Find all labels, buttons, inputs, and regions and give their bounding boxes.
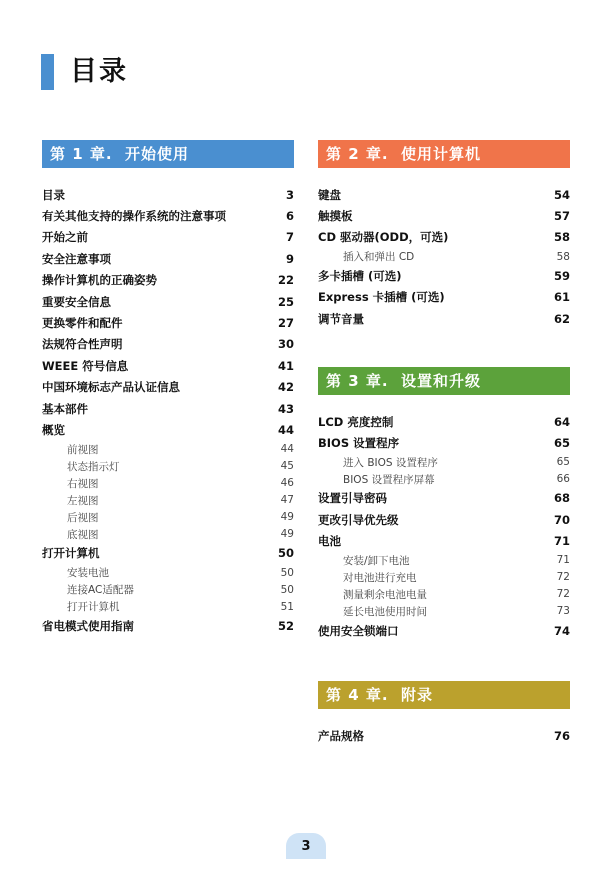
toc-entry-page: 42 [277,380,294,395]
toc-entry-title: 更改引导优先级 [318,512,399,527]
toc-entry[interactable] [42,355,294,376]
chapter-1 [42,140,294,636]
toc-entry-page: 61 [553,290,570,305]
chapter-1-header[interactable]: 第 1 章. 开始使用 [42,140,294,168]
toc-entry-title: 省电模式使用指南 [42,618,134,633]
toc-entry[interactable] [42,398,294,419]
toc-subentry[interactable] [318,603,570,620]
chapter-3-header[interactable]: 第 3 章. 设置和升级 [318,367,570,395]
chapter-4-toc [318,725,570,746]
toc-entry-page: 52 [277,618,294,633]
toc-subentry-title: 打开计算机 [67,601,120,614]
toc-entry-title: BIOS 设置程序 [318,436,400,451]
toc-entry[interactable] [318,411,570,432]
toc-entry-title: 法规符合性声明 [42,337,123,352]
toc-subentry[interactable] [42,492,294,509]
toc-subentry[interactable] [42,564,294,581]
toc-entry-title: 中国环境标志产品认证信息 [42,380,180,395]
toc-entry[interactable] [318,287,570,308]
toc-entry[interactable] [318,205,570,226]
toc-entry-title: WEEE 符号信息 [42,358,129,373]
toc-entry-page: 30 [277,337,294,352]
toc-subentry-title: 左视图 [67,494,99,507]
toc-entry-page: 62 [553,311,570,326]
toc-entry-page: 6 [285,209,294,224]
toc-entry-title: 电池 [318,534,341,549]
toc-subentry[interactable] [42,458,294,475]
toc-entry-title: 调节音量 [318,311,364,326]
toc-subentry-title: 安装/卸下电池 [343,554,410,567]
toc-subentry-title: 安装电池 [67,567,109,580]
toc-subentry[interactable] [318,471,570,488]
title-accent-bar [41,54,54,90]
toc-entry-page: 70 [553,512,570,527]
toc-entry[interactable] [318,227,570,248]
toc-subentry-page: 47 [280,494,294,507]
toc-entry-title: Express 卡插槽 (可选) [318,290,445,305]
toc-subentry-title: 右视图 [67,477,99,490]
toc-entry-title: 目录 [42,187,65,202]
toc-subentry[interactable] [42,441,294,458]
toc-entry-page: 59 [553,268,570,283]
toc-subentry-title: 测量剩余电池电量 [343,588,427,601]
toc-entry-title: 概览 [42,422,65,437]
toc-entry[interactable] [42,184,294,205]
toc-entry-page: 44 [277,422,294,437]
toc-entry[interactable] [318,432,570,453]
toc-entry-title: LCD 亮度控制 [318,414,394,429]
toc-subentry-title: 进入 BIOS 设置程序 [343,456,438,469]
toc-entry[interactable] [42,227,294,248]
toc-subentry-page: 51 [280,600,294,613]
chapter-4-header[interactable]: 第 4 章. 附录 [318,681,570,709]
page-number-badge: 3 [286,833,326,859]
chapter-2-header[interactable]: 第 2 章. 使用计算机 [318,140,570,168]
toc-entry-title: 更换零件和配件 [42,316,123,331]
toc-subentry-title: 前视图 [67,443,99,456]
toc-entry[interactable] [42,270,294,291]
chapter-3-toc [318,411,570,641]
toc-subentry[interactable] [42,581,294,598]
toc-entry[interactable] [318,509,570,530]
toc-entry[interactable] [42,543,294,564]
toc-entry-title: 键盘 [318,187,341,202]
toc-subentry-page: 46 [280,477,294,490]
page-title: 目录 [70,56,128,87]
toc-subentry[interactable] [318,552,570,569]
toc-subentry-page: 66 [556,473,570,486]
toc-entry[interactable] [42,312,294,333]
toc-subentry[interactable] [318,569,570,586]
toc-subentry-title: 连接AC适配器 [67,584,134,597]
toc-entry[interactable] [318,620,570,641]
toc-subentry-page: 50 [280,583,294,596]
toc-entry[interactable] [42,248,294,269]
toc-entry-page: 22 [277,273,294,288]
toc-entry-page: 3 [285,187,294,202]
toc-entry-page: 41 [277,358,294,373]
toc-entry-title: 重要安全信息 [42,294,111,309]
toc-entry-title: 安全注意事项 [42,251,111,266]
toc-subentry[interactable] [42,598,294,615]
toc-subentry[interactable] [318,248,570,265]
toc-entry-title: 设置引导密码 [318,491,387,506]
toc-entry-title: 打开计算机 [42,546,100,561]
toc-entry-page: 43 [277,401,294,416]
toc-entry-page: 76 [553,728,570,743]
toc-entry-title: 开始之前 [42,230,88,245]
toc-entry[interactable] [318,184,570,205]
toc-subentry-title: 后视图 [67,511,99,524]
toc-subentry-page: 65 [556,456,570,469]
toc-entry-page: 74 [553,623,570,638]
toc-entry-page: 71 [553,534,570,549]
toc-subentry-title: 插入和弹出 CD [343,251,415,264]
toc-entry[interactable] [42,615,294,636]
chapter-2-toc [318,184,570,329]
toc-subentry-page: 44 [280,443,294,456]
toc-entry-page: 50 [277,546,294,561]
toc-subentry-page: 49 [280,511,294,524]
toc-subentry[interactable] [42,475,294,492]
toc-entry-title: 多卡插槽 (可选) [318,268,402,283]
toc-entry-title: 产品规格 [318,728,364,743]
toc-subentry-page: 72 [556,588,570,601]
toc-entry[interactable] [42,334,294,355]
toc-entry-title: 操作计算机的正确姿势 [42,273,157,288]
toc-entry[interactable] [318,488,570,509]
toc-subentry-page: 72 [556,571,570,584]
toc-subentry-page: 49 [280,528,294,541]
toc-subentry-title: 对电池进行充电 [343,571,417,584]
toc-entry-page: 25 [277,294,294,309]
chapter-1-toc [42,184,294,636]
toc-entry[interactable] [42,419,294,440]
toc-subentry[interactable] [42,526,294,543]
toc-entry[interactable] [318,725,570,746]
toc-subentry-title: 底视图 [67,528,99,541]
toc-entry[interactable] [42,205,294,226]
toc-entry-page: 7 [285,230,294,245]
toc-subentry[interactable] [318,586,570,603]
toc-subentry-title: 状态指示灯 [67,460,120,473]
toc-subentry[interactable] [318,454,570,471]
chapter-3 [318,367,570,641]
toc-entry-page: 57 [553,209,570,224]
toc-entry[interactable] [42,377,294,398]
toc-entry-page: 68 [553,491,570,506]
toc-subentry-page: 50 [280,566,294,579]
toc-entry-page: 54 [553,187,570,202]
toc-entry-title: 使用安全锁端口 [318,623,399,638]
toc-entry-page: 27 [277,316,294,331]
toc-entry-title: CD 驱动器(ODD，可选) [318,230,449,245]
toc-entry-page: 65 [553,436,570,451]
toc-subentry-page: 73 [556,605,570,618]
toc-entry-page: 9 [285,251,294,266]
toc-entry-title: 有关其他支持的操作系统的注意事项 [42,209,226,224]
chapter-4 [318,681,570,746]
toc-subentry-title: BIOS 设置程序屏幕 [343,473,435,486]
toc-entry-page: 64 [553,414,570,429]
toc-subentry-page: 71 [556,554,570,567]
toc-entry[interactable] [318,308,570,329]
toc-entry-title: 触摸板 [318,209,353,224]
toc-subentry[interactable] [42,509,294,526]
toc-entry-title: 基本部件 [42,401,88,416]
toc-entry[interactable] [318,265,570,286]
chapter-2 [318,140,570,329]
toc-subentry-page: 58 [556,250,570,263]
toc-subentry-title: 延长电池使用时间 [343,605,427,618]
toc-entry[interactable] [318,531,570,552]
toc-subentry-page: 45 [280,460,294,473]
toc-entry[interactable] [42,291,294,312]
toc-entry-page: 58 [553,230,570,245]
